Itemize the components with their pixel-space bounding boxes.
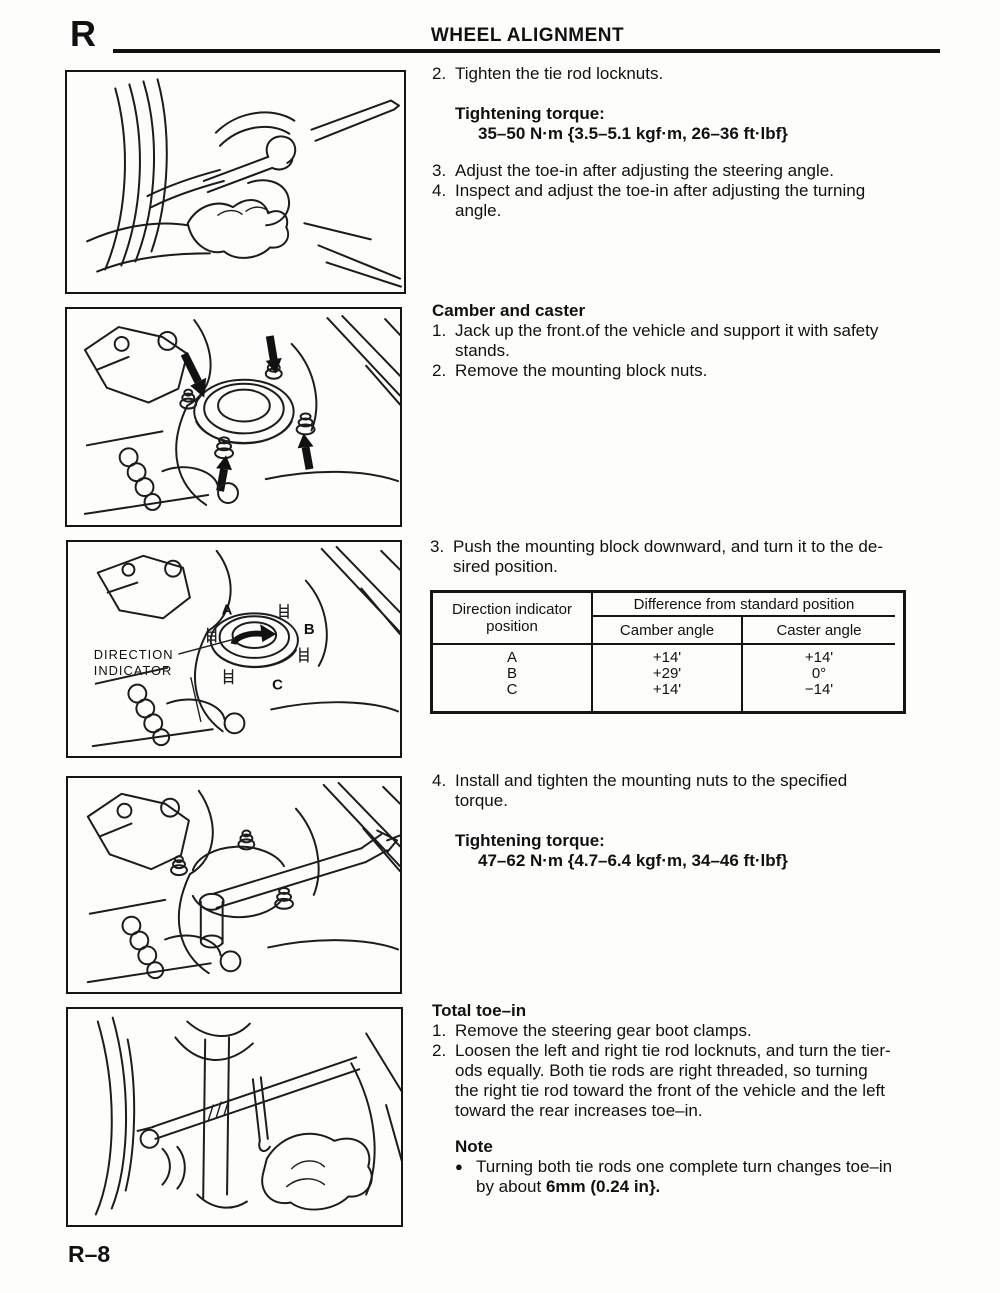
direction-indicator-illustration: [68, 542, 400, 756]
tie-rod-locknut-illustration: [67, 72, 404, 292]
table-cell: A: [506, 649, 517, 666]
step-push-block: [430, 537, 944, 577]
table-cell: −14': [804, 681, 834, 698]
table-group-header: Difference from standard position: [593, 593, 895, 617]
torque-value: 47–62 N·m {4.7–6.4 kgf·m, 34–46 ft·lbf}: [478, 851, 788, 870]
table-cell: B: [506, 665, 517, 682]
page-title: WHEEL ALIGNMENT: [430, 25, 625, 46]
header-rule: [113, 49, 940, 53]
torque-label: Tightening torque:: [455, 104, 605, 123]
step-number: 1.: [432, 321, 447, 340]
note-heading: Note: [455, 1137, 493, 1156]
figure-mounting-block-nuts: [65, 307, 402, 527]
step-tighten-locknuts: [432, 64, 944, 84]
page-number: R–8: [68, 1241, 111, 1267]
step-number: 4.: [432, 181, 447, 200]
figure-direction-indicator: [66, 540, 402, 758]
step-text: Push the mounting block downward, and turn it to the de- sired position.: [453, 537, 883, 576]
position-b-label: B: [303, 622, 315, 639]
table-camber-cells: [593, 643, 743, 711]
step-number: 3.: [432, 161, 447, 180]
push-block-section: [430, 537, 944, 714]
turn-tie-rods-illustration: [68, 1009, 401, 1225]
step-text: Install and tighten the mounting nuts to the specified torque.: [455, 771, 848, 810]
step-number: 3.: [430, 537, 445, 556]
step-number: 4.: [432, 771, 447, 790]
direction-indicator-label-2: INDICATOR: [93, 662, 173, 678]
note-item: [455, 1157, 946, 1197]
torque-value: 35–50 N·m {3.5–5.1 kgf·m, 26–36 ft·lbf}: [478, 124, 788, 143]
step-number: 1.: [432, 1021, 447, 1040]
step-number: 2.: [432, 64, 447, 83]
step-jack-up: [432, 321, 944, 361]
tightening-torque-spec: [455, 831, 944, 871]
step-text: Jack up the front.of the vehicle and support it with safety stands.: [455, 321, 879, 360]
figure-mounting-nut-torque: [66, 776, 402, 994]
position-a-label: A: [221, 602, 233, 619]
table-cell: +14': [652, 649, 682, 666]
camber-caster-section: [432, 301, 944, 381]
bullet-icon: ●: [455, 1159, 463, 1174]
direction-indicator-label: DIRECTION: [93, 646, 174, 662]
section-heading: Total toe–in: [432, 1001, 527, 1020]
step-remove-nuts: [432, 361, 944, 381]
mounting-block-nuts-illustration: [67, 309, 400, 525]
step-text: Tighten the tie rod locknuts.: [455, 64, 664, 83]
tightening-torque-spec: [455, 104, 944, 144]
note-text: Turning both tie rods one complete turn changes toe–in by about 6mm (0.24 in}.: [476, 1157, 893, 1196]
step-text: Remove the mounting block nuts.: [455, 361, 708, 380]
step-text: Inspect and adjust the toe-in after adjusting the turning angle.: [455, 181, 866, 220]
torque-label: Tightening torque:: [455, 831, 605, 850]
step-remove-clamps: [432, 1021, 946, 1041]
figure-turn-tie-rods: [66, 1007, 403, 1227]
table-caster-header: Caster angle: [776, 621, 862, 639]
table-caster-cells: [743, 643, 895, 711]
table-cell: +14': [652, 681, 682, 698]
mounting-nut-torque-illustration: [68, 778, 400, 992]
step-inspect-toe-in: [432, 181, 944, 221]
step-install-nuts: [432, 771, 944, 811]
step-text: Loosen the left and right tie rod locknuts, and turn the tier- ods equally. Both tie rods are right threaded, so turning the right tie rod toward the front of the vehicle and the left toward the rear increases toe–in.: [455, 1041, 891, 1120]
position-c-label: C: [272, 677, 283, 694]
table-col1-header: Direction indicator position: [433, 593, 593, 643]
stud-nuts: [171, 830, 293, 908]
table-cell: +14': [804, 649, 834, 666]
table-cell: 0°: [811, 665, 827, 682]
direction-indicator-table: [430, 590, 906, 714]
step-adjust-toe-in: [432, 161, 944, 181]
step-text: Adjust the toe-in after adjusting the steering angle.: [455, 161, 834, 180]
table-camber-header: Camber angle: [593, 617, 743, 643]
step-loosen-locknuts: [432, 1041, 946, 1121]
note-block: [455, 1137, 946, 1197]
figure-tie-rod-locknut: [65, 70, 406, 294]
step-number: 2.: [432, 361, 447, 380]
total-toe-in-section: [432, 1001, 946, 1197]
table-cell: +29': [652, 665, 682, 682]
table-position-cells: [433, 643, 593, 711]
section-letter: R: [70, 13, 96, 54]
step-text: Remove the steering gear boot clamps.: [455, 1021, 752, 1040]
toe-adjust-steps: [432, 64, 944, 221]
install-nuts-section: [432, 771, 944, 888]
section-heading: Camber and caster: [432, 301, 586, 320]
table-cell: C: [506, 681, 518, 698]
step-number: 2.: [432, 1041, 447, 1060]
